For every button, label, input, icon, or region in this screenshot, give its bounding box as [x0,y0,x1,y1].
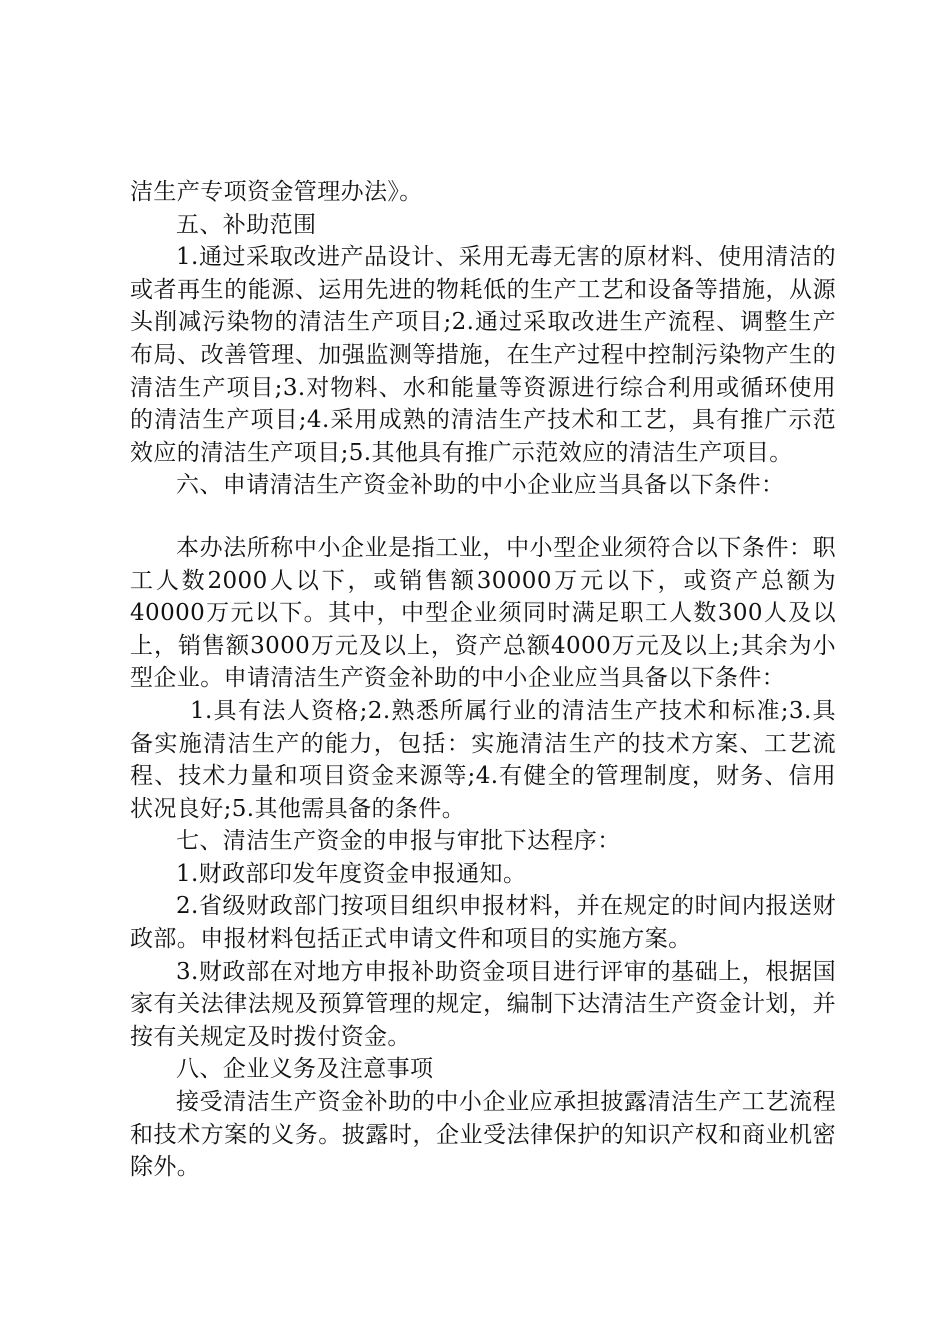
paragraph-subsidy-scope: 1.通过采取改进产品设计、采用无毒无害的原材料、使用清洁的或者再生的能源、运用先进的物耗低的生产工艺和设备等措施，从源头削减污染物的清洁生产项目;2.通过采取改进生产流程、调整生产布局、改善管理、加强监测等措施，在生产过程中控制污染物产生的清洁生产项目;3.对物料、水和能量等资源进行综合利用或循环使用的清洁生产项目;4.采用成熟的清洁生产技术和工艺，具有推广示范效应的清洁生产项目;5.其他具有推广示范效应的清洁生产项目。 [130,244,836,466]
paragraph-procedure-step-2: 2.省级财政部门按项目组织申报材料，并在规定的时间内报送财政部。申报材料包括正式申请文件和项目的实施方案。 [130,893,836,953]
section-heading-obligations: 八、企业义务及注意事项 [176,1056,434,1083]
paragraph-procedure-step-3: 3.财政部在对地方申报补助资金项目进行评审的基础上，根据国家有关法律法规及预算管理的规定，编制下达清洁生产资金计划，并按有关规定及时拨付资金。 [130,958,836,1050]
paragraph-procedure-step-1: 1.财政部印发年度资金申报通知。 [176,860,527,887]
paragraph-sme-definition: 本办法所称中小企业是指工业，中小型企业须符合以下条件：职工人数2000人以下，或销售额30000万元以下，或资产总额为40000万元以下。其中，中型企业须同时满足职工人数300人及以上，销售额3000万元及以上，资产总额4000万元及以上;其余为小型企业。申请清洁生产资金补助的中小企业应当具备以下条件： [130,534,836,692]
paragraph-conditions-list: 1.具有法人资格;2.熟悉所属行业的清洁生产技术和标准;3.具备实施清洁生产的能力，包括：实施清洁生产的技术方案、工艺流程、技术力量和项目资金来源等;4.有健全的管理制度，财务、信用状况良好;5.其他需具备的条件。 [130,697,836,822]
section-heading-subsidy-scope: 五、补助范围 [176,211,317,238]
paragraph-continuation: 洁生产专项资金管理办法》。 [130,179,423,205]
paragraph-obligations: 接受清洁生产资金补助的中小企业应承担披露清洁生产工艺流程和技术方案的义务。披露时，企业受法律保护的知识产权和商业机密除外。 [130,1089,836,1181]
blank-line [130,502,836,532]
section-heading-application-procedure: 七、清洁生产资金的申报与审批下达程序： [176,828,621,855]
section-heading-eligibility: 六、申请清洁生产资金补助的中小企业应当具备以下条件： [176,472,785,499]
document-body [130,176,836,1184]
